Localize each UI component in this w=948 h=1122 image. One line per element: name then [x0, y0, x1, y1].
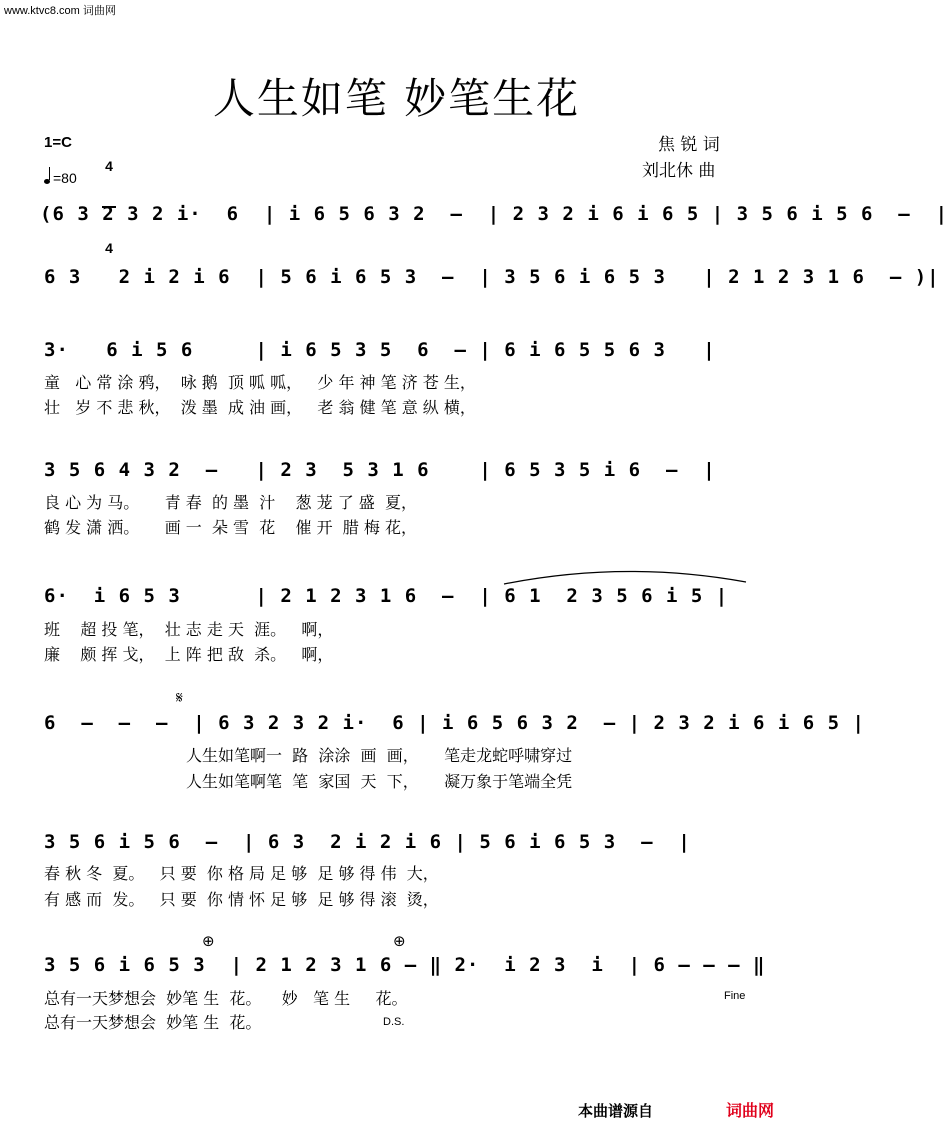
key-signature: 1=C: [44, 134, 72, 151]
melody-line-8: 3 5 6 i 6 5 3 | 2 1 2 3 1 6 – ‖ 2· i 2 3 i | 6 – – – ‖: [44, 954, 766, 976]
melody-line-2: 6 3 2 i 2 i 6 | 5 6 i 6 5 3 – | 3 5 6 i 6 5 3 | 2 1 2 3 1 6 – )|: [44, 266, 940, 288]
site-logo[interactable]: 词曲网: [726, 1101, 775, 1120]
lyricist-credit: 焦 锐 词: [658, 135, 720, 155]
lyric-line-8-verse2: 总有一天梦想会 妙笔 生 花。: [44, 1013, 262, 1032]
ds-marking: D.S.: [383, 1016, 405, 1028]
lyric-line-7-verse1: 春 秋 冬 夏。 只 要 你 格 局 足 够 足 够 得 伟 大，: [44, 864, 439, 883]
coda-icon: ⊕: [393, 932, 406, 950]
time-denominator: 4: [105, 240, 113, 256]
fine-marking: Fine: [724, 990, 746, 1002]
composer-credit: 刘北休 曲: [642, 161, 716, 181]
lyric-line-4-verse1: 良 心 为 马。 青 春 的 墨 汁 葱 茏 了 盛 夏，: [44, 493, 417, 512]
lyric-line-4-verse2: 鹤 发 潇 洒。 画 一 朵 雪 花 催 开 腊 梅 花，: [44, 518, 417, 537]
song-title: 人生如笔 妙笔生花: [212, 74, 581, 123]
coda-icon: ⊕: [202, 932, 215, 950]
lyric-line-6-verse2: 人生如笔啊笔 笔 家国 天 下， 凝万象于笔端全凭: [186, 772, 573, 791]
lyric-line-5-verse1: 班 超 投 笔， 壮 志 走 天 涯。 啊，: [44, 620, 334, 639]
lyric-line-8-verse1: 总有一天梦想会 妙笔 生 花。 妙 笔 生 花。: [44, 989, 408, 1008]
melody-line-6: 6 – – – | 6 3 2 3 2 i· 6 | i 6 5 6 3 2 – | 2 3 2 i 6 i 6 5 |: [44, 712, 865, 734]
tempo-value: =80: [53, 170, 77, 186]
lyric-line-3-verse2: 壮 岁 不 悲 秋， 泼 墨 成 油 画， 老 翁 健 笔 意 纵 横，: [44, 398, 476, 417]
melody-line-1: (6 3 2 3 2 i· 6 | i 6 5 6 3 2 – | 2 3 2 i 6 i 6 5 | 3 5 6 i 5 6 – |: [40, 203, 948, 225]
lyric-line-7-verse2: 有 感 而 发。 只 要 你 情 怀 足 够 足 够 得 滚 烫，: [44, 890, 439, 909]
time-signature: [102, 126, 116, 272]
melody-line-7: 3 5 6 i 5 6 – | 6 3 2 i 2 i 6 | 5 6 i 6 5 3 – |: [44, 831, 691, 853]
lyric-line-6-verse1: 人生如笔啊一 路 涂涂 画 画， 笔走龙蛇呼啸穿过: [186, 746, 573, 765]
source-label: 本曲谱源自: [578, 1102, 654, 1120]
melody-line-3: 3· 6 i 5 6 | i 6 5 3 5 6 – | 6 i 6 5 5 6 3 |: [44, 339, 716, 361]
melody-line-4: 3 5 6 4 3 2 – | 2 3 5 3 1 6 | 6 5 3 5 i 6 – |: [44, 459, 716, 481]
slur-arc: [500, 566, 750, 588]
quarter-note-icon: [44, 179, 50, 184]
segno-icon: 𝄋: [176, 688, 183, 707]
site-url[interactable]: www.ktvc8.com 词曲网: [4, 5, 116, 17]
lyric-line-3-verse1: 童 心 常 涂 鸦， 咏 鹅 顶 呱 呱， 少 年 神 笔 济 苍 生，: [44, 373, 476, 392]
time-numerator: 4: [105, 158, 113, 174]
lyric-line-5-verse2: 廉 颇 挥 戈， 上 阵 把 敌 杀。 啊，: [44, 645, 334, 664]
melody-line-5: 6· i 6 5 3 | 2 1 2 3 1 6 – | 6 1 2 3 5 6 i 5 |: [44, 585, 729, 607]
tempo-marking: [44, 170, 77, 186]
